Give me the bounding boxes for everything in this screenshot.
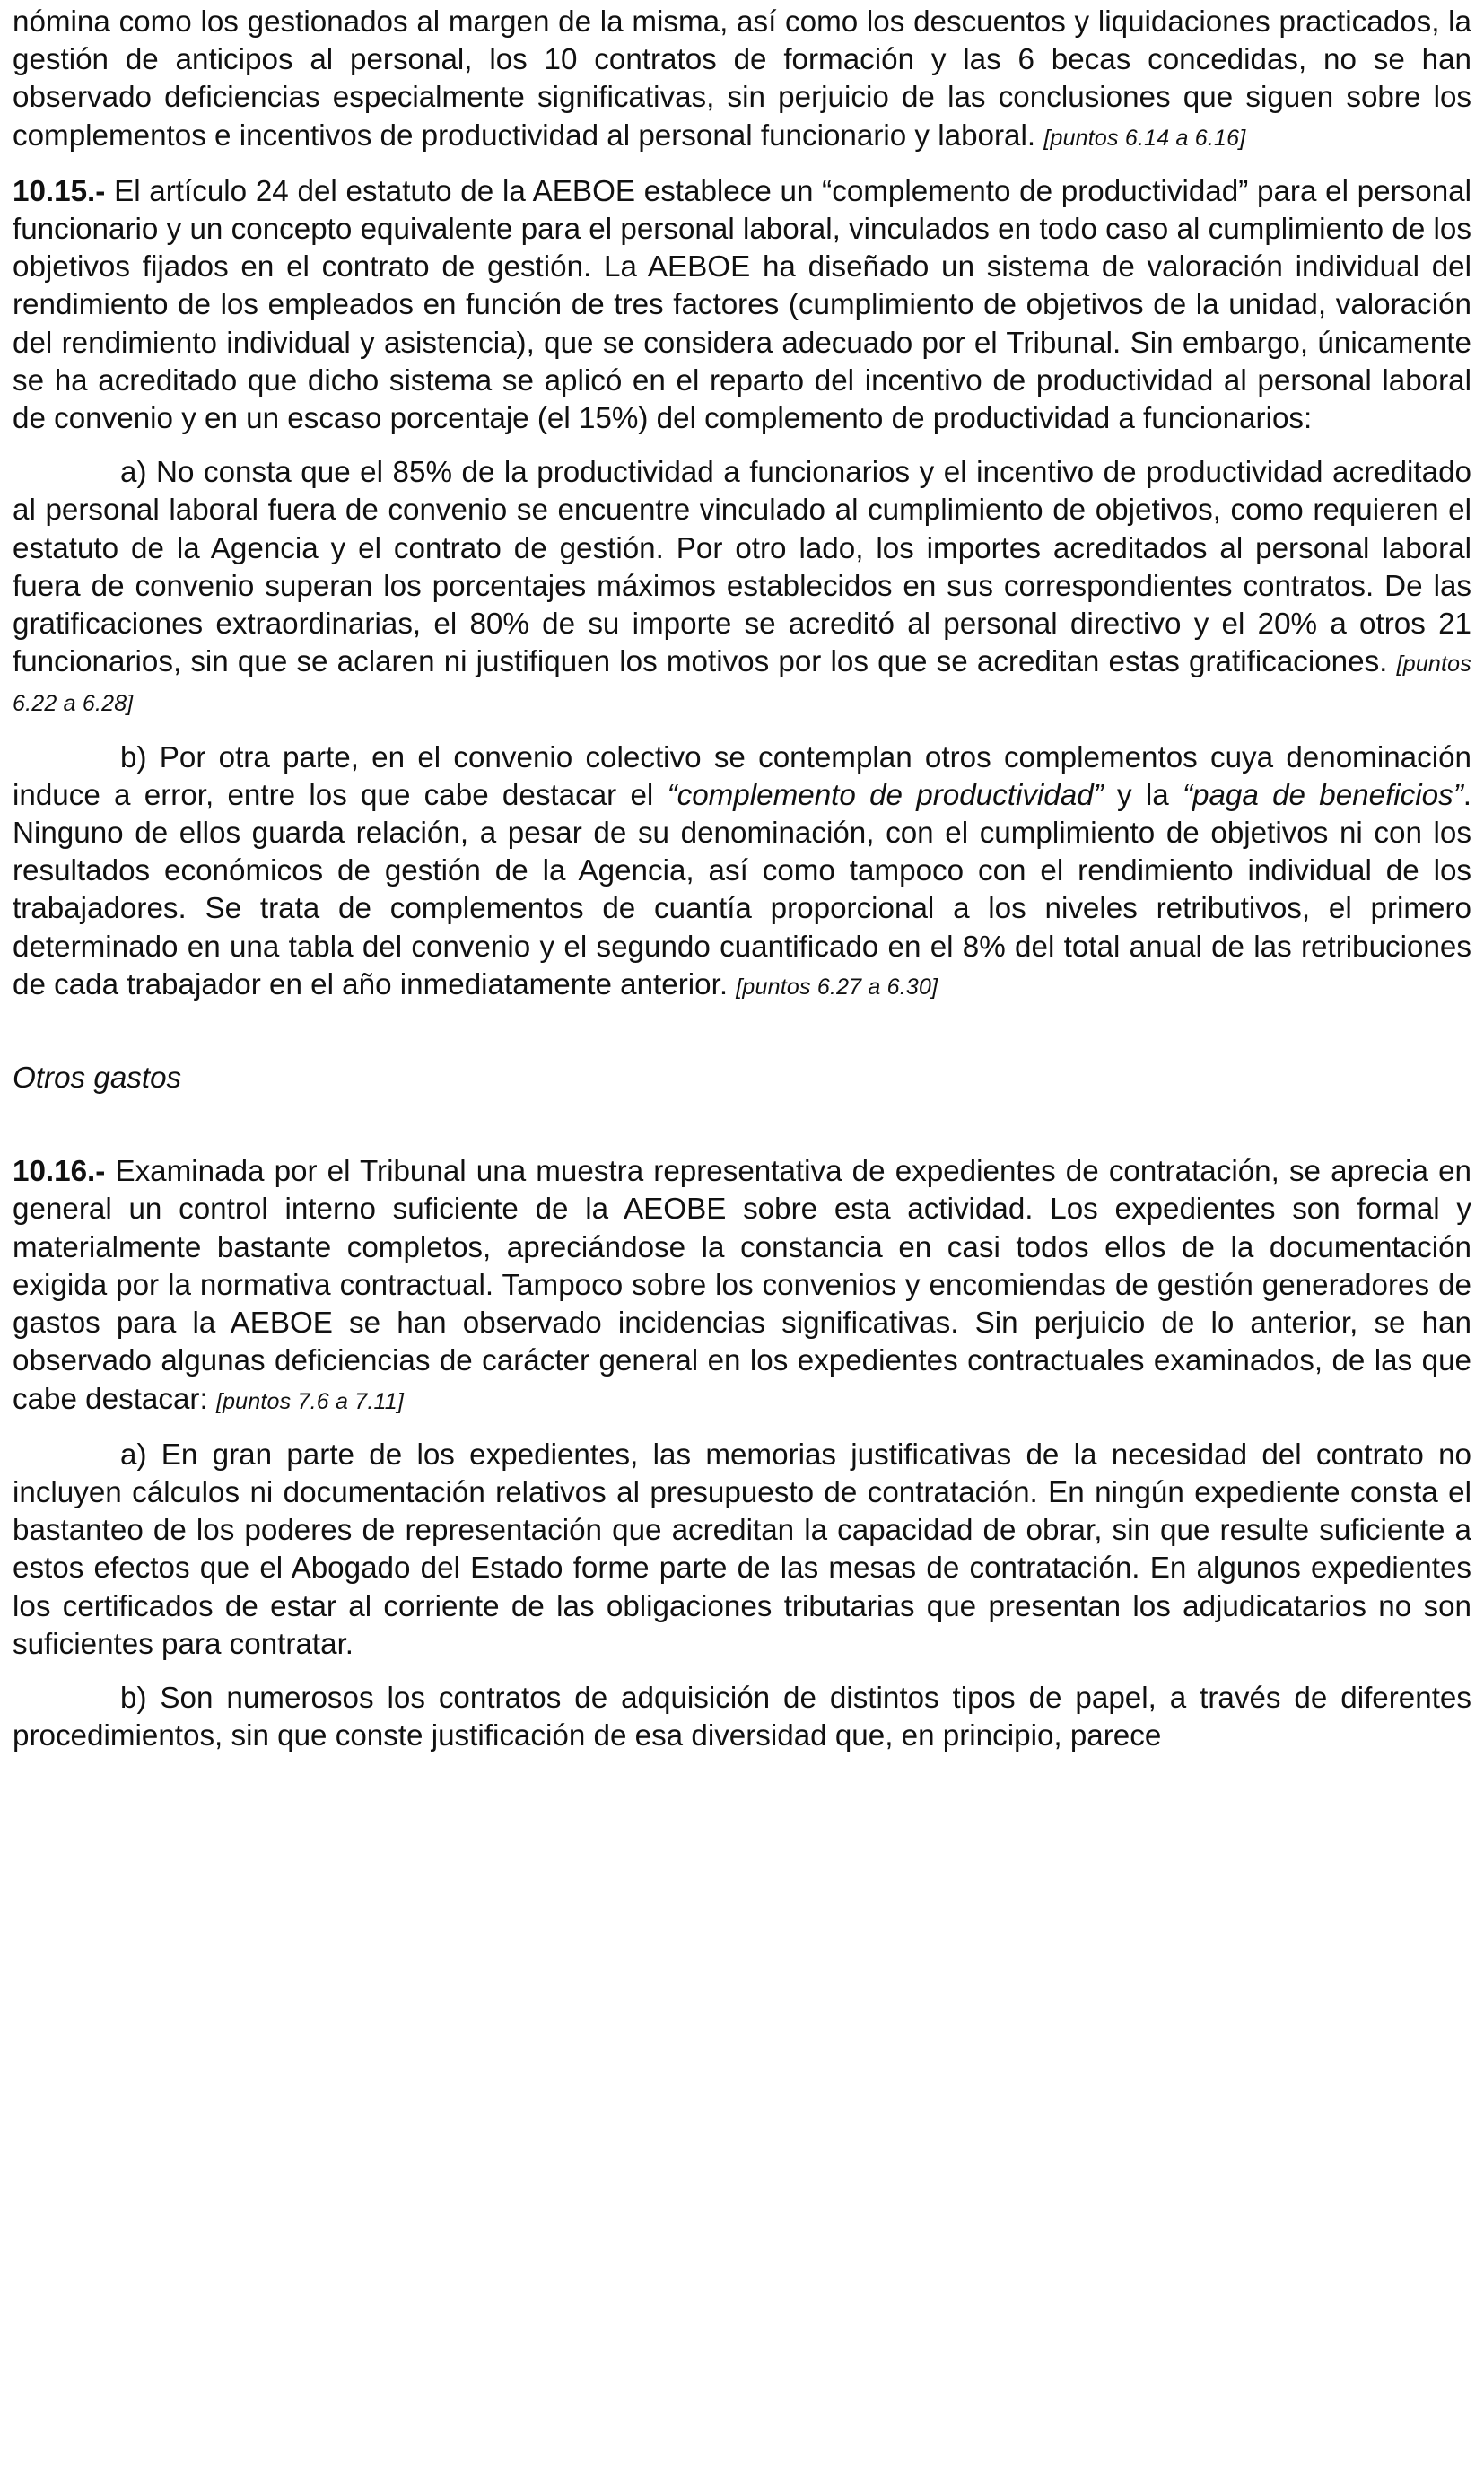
paragraph-number: 10.15.- <box>13 174 106 208</box>
paragraph-text: . Ninguno de ellos guarda relación, a pesar de su denominación, con el cumplimiento de objetivos ni con los resultados económicos de gestión de la Agencia, así como tampoco con el rendimiento individual de los trabajadores. Se trata de complementos de cuantía proporcional a los niveles retributivos, el primero determinado en una tabla del convenio y el segundo cuantificado en el 8% del total anual de las retribuciones de cada trabajador en el año inmediatamente anterior. <box>13 778 1471 1001</box>
emphasis-term: “paga de beneficios” <box>1182 778 1463 812</box>
paragraph-item-b-convenio <box>13 739 1471 1006</box>
paragraph-10-16 <box>13 1153 1471 1420</box>
reference-note: [puntos 7.6 a 7.11] <box>215 1388 404 1414</box>
paragraph-text: El artículo 24 del estatuto de la AEBOE establece un “complemento de productividad” para el personal funcionario y un concepto equivalente para el personal laboral, vinculados en todo caso al cumplimiento de los objetivos fijados en el contrato de gestión. La AEBOE ha diseñado un sistema de valoración individual del rendimiento de los empleados en función de tres factores (cumplimiento de objetivos de la unidad, valoración del rendimiento individual y asistencia), que se considera adecuado por el Tribunal. Sin embargo, únicamente se ha acreditado que dicho sistema se aplicó en el reparto del incentivo de productividad al personal laboral de convenio y en un escaso porcentaje (el 15%) del complemento de productividad a funcionarios: <box>13 174 1471 436</box>
reference-note: [puntos 6.22 a 6.28] <box>13 651 1471 717</box>
paragraph-text: a) En gran parte de los expedientes, las memorias justificativas de la necesidad del contrato no incluyen cálculos ni documentación relativos al presupuesto de contratación. En ningún expediente consta el bastanteo de los poderes de representación que acreditan la capacidad de obrar, sin que resulte suficiente a estos efectos que el Abogado del Estado forme parte de las mesas de contratación. En algunos expedientes los certificados de estar al corriente de las obligaciones tributarias que presentan los adjudicatarios no son suficientes para contratar. <box>13 1438 1471 1661</box>
paragraph-text: a) No consta que el 85% de la productividad a funcionarios y el incentivo de productividad acreditado al personal laboral fuera de convenio se encuentre vinculado al cumplimiento de objetivos, como requieren el estatuto de la Agencia y el contrato de gestión. Por otro lado, los importes acreditados al personal laboral fuera de convenio superan los porcentajes máximos establecidos en sus correspondientes contratos. De las gratificaciones extraordinarias, el 80% de su importe se acreditó al personal directivo y el 20% a otros 21 funcionarios, sin que se aclaren ni justifiquen los motivos por los que se acreditan estas gratificaciones. <box>13 456 1471 679</box>
paragraph-text: y la <box>1117 778 1169 812</box>
reference-note: [puntos 6.27 a 6.30] <box>736 974 938 1000</box>
paragraph-text: b) Son numerosos los contratos de adquisición de distintos tipos de papel, a través de diferentes procedimientos, sin que conste justificación de esa diversidad que, en principio, parece <box>13 1681 1471 1753</box>
reference-note: [puntos 6.14 a 6.16] <box>1043 125 1246 151</box>
paragraph-item-a-productividad <box>13 454 1471 722</box>
paragraph-text: Examinada por el Tribunal una muestra representativa de expedientes de contratación, se aprecia en general un control interno suficiente de la AEOBE sobre esta actividad. Los expedientes son formal y materialmente bastante completos, apreciándose la constancia en casi todos ellos de la documentación exigida por la normativa contractual. Tampoco sobre los convenios y encomiendas de gestión generadores de gastos para la AEBOE se han observado incidencias significativas. Sin perjuicio de lo anterior, se han observado algunas deficiencias de carácter general en los expedientes contractuales examinados, de las que cabe destacar: <box>13 1155 1471 1416</box>
paragraph-nomina <box>13 4 1471 157</box>
paragraph-number: 10.16.- <box>13 1155 106 1189</box>
paragraph-text: nómina como los gestionados al margen de la misma, así como los descuentos y liquidaciones practicados, la gestión de anticipos al personal, los 10 contratos de formación y las 6 becas concedidas, no se han observado deficiencias especialmente significativas, sin perjuicio de las conclusiones que siguen sobre los complementos e incentivos de productividad al personal funcionario y laboral. <box>13 5 1471 153</box>
paragraph-10-15 <box>13 173 1471 438</box>
section-heading: Otros gastos <box>13 1062 182 1096</box>
paragraph-text: b) Por otra parte, en el convenio colectivo se contemplan otros complementos cuya denominación induce a error, entre los que cabe destacar el <box>13 740 1471 812</box>
paragraph-item-b-papel <box>13 1680 1471 1755</box>
paragraph-item-a-expedientes <box>13 1437 1471 1664</box>
emphasis-term: “complemento de productividad” <box>667 778 1104 812</box>
document-page <box>13 4 1471 1755</box>
